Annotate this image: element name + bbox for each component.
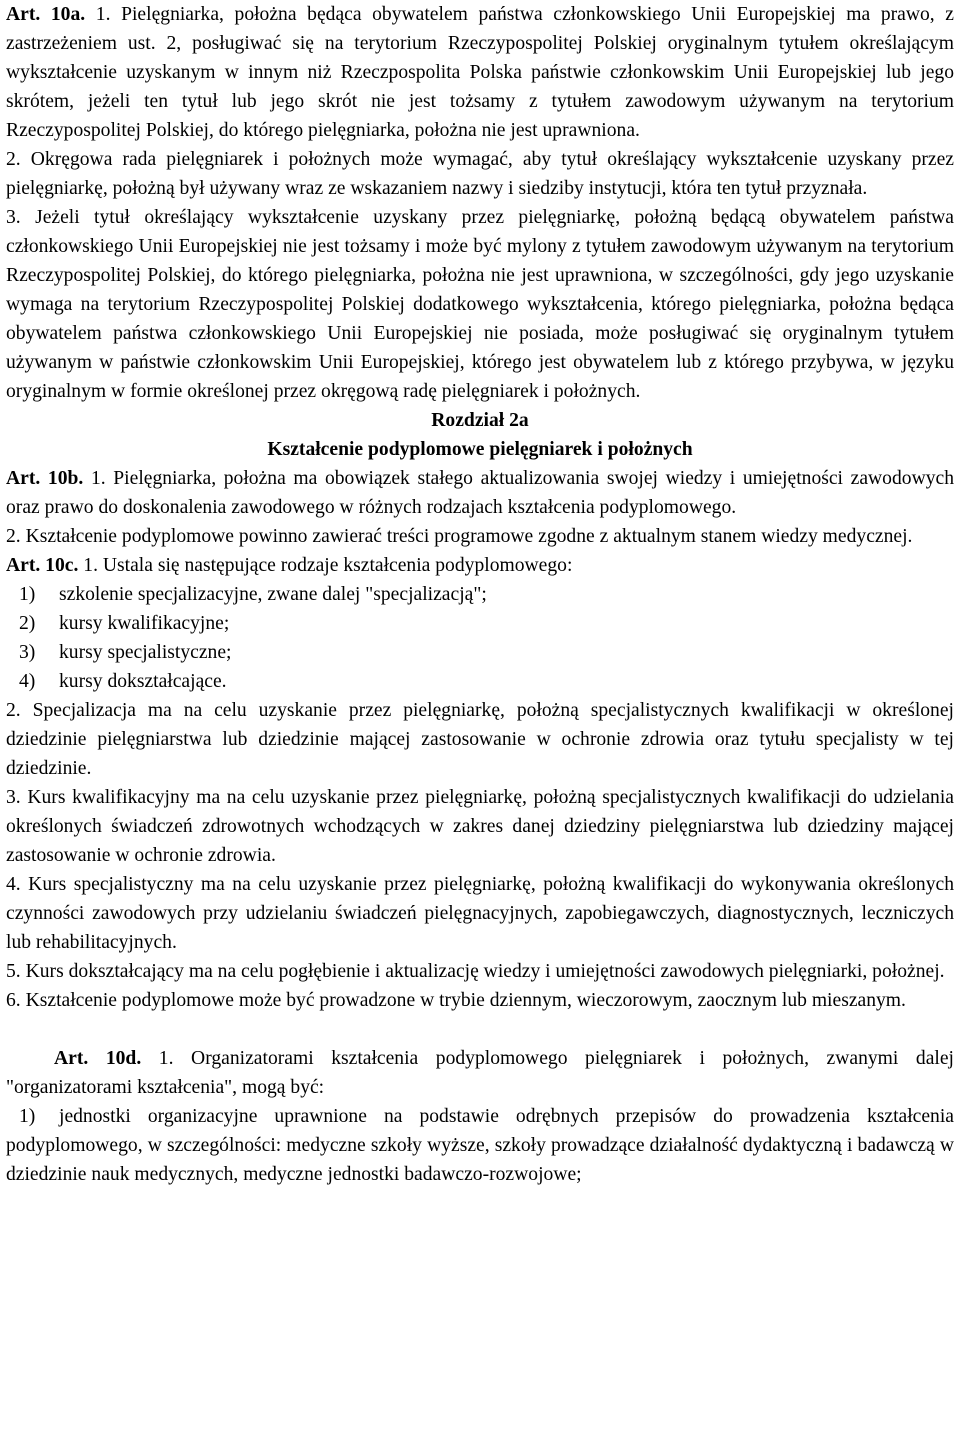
paragraph-text: Kurs specjalistyczny ma na celu uzyskanie przez pielęgniarkę, położną kwalifikacji do wykonywania określonych czynności zawodowych przy udzielaniu świadczeń pielęgnacyjnych, zapobiegawczych, diagnostycznych, leczniczych lub rehabilitacyjnych.	[6, 874, 954, 953]
paragraph-number: 2.	[6, 149, 21, 170]
list-item	[6, 667, 954, 696]
list-item	[6, 638, 954, 667]
paragraph-number: 5.	[6, 961, 21, 982]
paragraph-number: 1.	[158, 1048, 174, 1069]
article-label: Art. 10a.	[6, 4, 86, 25]
paragraph-text: Pielęgniarka, położna ma obowiązek stałego aktualizowania swojej wiedzy i umiejętności zawodowych oraz prawo do doskonalenia zawodowego w różnych rodzajach kształcenia podyplomowego.	[6, 468, 955, 518]
article-10c-paragraph-6	[6, 986, 954, 1015]
paragraph-number: 4.	[6, 874, 21, 895]
article-10a-paragraph-1	[6, 0, 954, 145]
paragraph-number: 2.	[6, 526, 21, 547]
paragraph-text: Kształcenie podyplomowe powinno zawierać treści programowe zgodne z aktualnym stanem wiedzy medycznej.	[25, 526, 913, 547]
paragraph-number: 1.	[95, 4, 111, 25]
paragraph-number: 1.	[90, 468, 106, 489]
paragraph-text: Kurs kwalifikacyjny ma na celu uzyskanie przez pielęgniarkę, położną specjalistycznych kwalifikacji do udzielania określonych świadczeń zdrowotnych wchodzących w zakres danej dziedziny pielęgniarstwa lub dziedziny mającej zastosowanie w ochronie zdrowia.	[6, 787, 954, 866]
list-item	[6, 609, 954, 638]
list-item-text: kursy kwalifikacyjne;	[59, 613, 230, 634]
paragraph-text: Organizatorami kształcenia podyplomowego pielęgniarek i położnych, zwanymi dalej "organizatorami kształcenia", mogą być:	[6, 1048, 954, 1098]
paragraph-number: 3.	[6, 787, 21, 808]
list-item-number: 3)	[19, 642, 36, 663]
list-item	[6, 1102, 954, 1189]
paragraph-text: Okręgowa rada pielęgniarek i położnych może wymagać, aby tytuł określający wykształcenie uzyskany przez pielęgniarkę, położną był używany wraz ze wskazaniem nazwy i siedziby instytucji, która ten tytuł przyznała.	[6, 149, 954, 199]
spacer	[6, 1015, 954, 1044]
article-10b-paragraph-1	[6, 464, 954, 522]
paragraph-text: Ustala się następujące rodzaje kształcenia podyplomowego:	[102, 555, 573, 576]
paragraph-number: 1.	[83, 555, 98, 576]
paragraph-text: Kurs dokształcający ma na celu pogłębienie i aktualizację wiedzy i umiejętności zawodowych pielęgniarki, położnej.	[25, 961, 945, 982]
article-10b-paragraph-2	[6, 522, 954, 551]
list-item	[6, 580, 954, 609]
paragraph-text: Pielęgniarka, położna będąca obywatelem państwa członkowskiego Unii Europejskiej ma prawo, z zastrzeżeniem ust. 2, posługiwać się na terytorium Rzeczypospolitej Polskiej oryginalnym tytułem określającym wykształcenie uzyskanym w innym niż Rzeczpospolita Polska państwie członkowskim Unii Europejskiej lub jego skrótem, jeżeli ten tytuł lub jego skrót nie jest tożsamy z tytułem zawodowym używanym na terytorium Rzeczypospolitej Polskiej, do którego pielęgniarka, położna nie jest uprawniona.	[6, 4, 954, 141]
list-item-number: 4)	[19, 671, 36, 692]
chapter-title: Kształcenie podyplomowe pielęgniarek i położnych	[267, 439, 693, 460]
article-10c-paragraph-2	[6, 696, 954, 783]
paragraph-text: Jeżeli tytuł określający wykształcenie uzyskany przez pielęgniarkę, położną będącą obywatelem państwa członkowskiego Unii Europejskiej nie jest tożsamy i może być mylony z tytułem zawodowym używanym na terytorium Rzeczypospolitej Polskiej, do którego pielęgniarka, położna nie jest uprawniona, w szczególności, gdy jego uzyskanie wymaga na terytorium Rzeczypospolitej Polskiej dodatkowego wykształcenia, którego pielęgniarka, położna będąca obywatelem państwa członkowskiego Unii Europejskiej nie posiada, może posługiwać się oryginalnym tytułem używanym w państwie członkowskim Unii Europejskiej, którego jest obywatelem lub z którego przybywa, w języku oryginalnym w formie określonej przez okręgową radę pielęgniarek i położnych.	[6, 207, 954, 402]
article-10c-paragraph-5	[6, 957, 954, 986]
list-item-number: 1)	[19, 1106, 36, 1127]
list-item-text: kursy specjalistyczne;	[59, 642, 232, 663]
article-label: Art. 10c.	[6, 555, 79, 576]
article-label: Art. 10d.	[54, 1048, 142, 1069]
paragraph-number: 2.	[6, 700, 21, 721]
list-item-number: 1)	[19, 584, 36, 605]
list-item-text: szkolenie specjalizacyjne, zwane dalej "specjalizacją";	[59, 584, 487, 605]
article-label: Art. 10b.	[6, 468, 84, 489]
paragraph-text: Specjalizacja ma na celu uzyskanie przez pielęgniarkę, położną specjalistycznych kwalifikacji w określonej dziedzinie pielęgniarstwa lub dziedzinie mającej zastosowanie w ochronie zdrowia oraz tytułu specjalisty w tej dziedzinie.	[6, 700, 954, 779]
article-10c-paragraph-3	[6, 783, 954, 870]
list-item-number: 2)	[19, 613, 36, 634]
list-item-text: kursy dokształcające.	[59, 671, 227, 692]
article-10a-paragraph-2	[6, 145, 954, 203]
paragraph-text: Kształcenie podyplomowe może być prowadzone w trybie dziennym, wieczorowym, zaocznym lub mieszanym.	[25, 990, 906, 1011]
article-10a-paragraph-3	[6, 203, 954, 406]
paragraph-number: 3.	[6, 207, 21, 228]
chapter-number: Rozdział 2a	[431, 410, 529, 431]
article-10c-paragraph-1	[6, 551, 954, 580]
paragraph-number: 6.	[6, 990, 21, 1011]
article-10c-paragraph-4	[6, 870, 954, 957]
list-item-text: jednostki organizacyjne uprawnione na podstawie odrębnych przepisów do prowadzenia kształcenia podyplomowego, w szczególności: medyczne szkoły wyższe, szkoły prowadzące działalność dydaktyczną i badawczą w dziedzinie nauk medycznych, medyczne jednostki badawczo-rozwojowe;	[6, 1106, 954, 1185]
article-10d-paragraph-1	[6, 1044, 954, 1102]
